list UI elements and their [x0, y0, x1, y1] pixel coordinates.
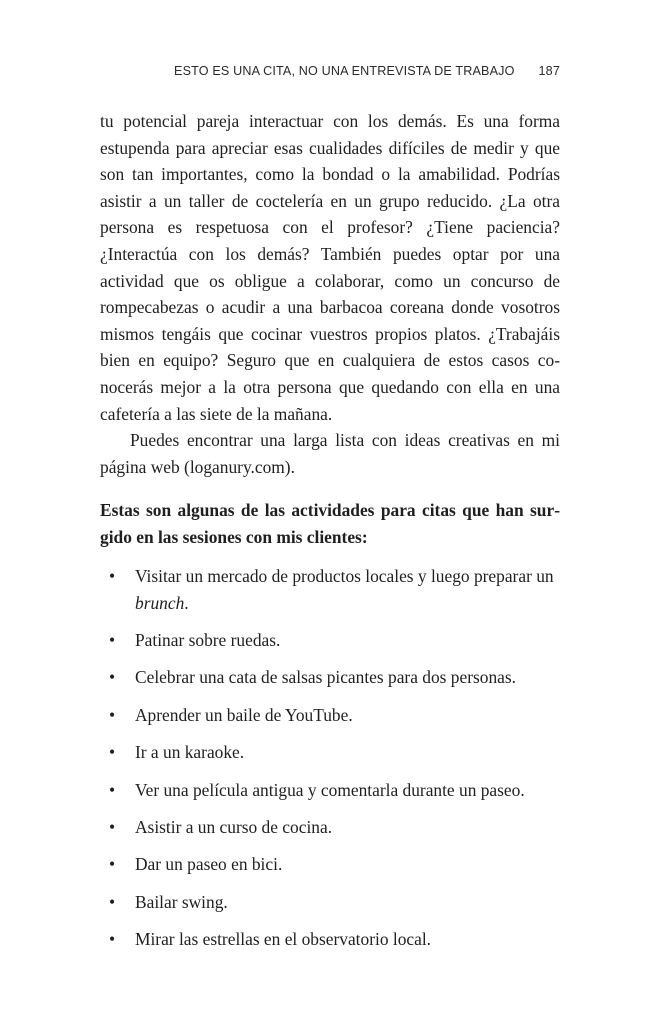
bullet-icon: • [109, 667, 116, 688]
bullet-icon: • [109, 854, 116, 875]
page-number: 187 [538, 64, 560, 78]
bullet-icon: • [109, 816, 116, 837]
list-item [100, 814, 560, 841]
bullet-icon: • [109, 742, 116, 763]
body-text [100, 108, 560, 480]
list-item-text: Patinar sobre ruedas. [135, 629, 281, 650]
list-item-text: Asistir a un curso de cocina. [135, 816, 333, 837]
bullet-icon: • [109, 891, 116, 912]
list-item [100, 563, 560, 616]
bullet-icon: • [109, 779, 116, 800]
list-item-text: Ver una película antigua y comentarla durante un paseo. [135, 779, 525, 800]
list-item [100, 739, 560, 766]
list-item [100, 777, 560, 804]
list-item-text: Mirar las estrellas en el observatorio local. [135, 929, 432, 950]
running-head-title: ESTO ES UNA CITA, NO UNA ENTREVISTA DE TRABAJO [174, 64, 515, 78]
list-item [100, 664, 560, 691]
paragraph: tu potencial pareja interactuar con los demás. Es una forma estupenda para apreciar esas cualidades difíciles de medir y que son tan importantes, como la bondad o la amabilidad. Podrías asistir a un taller de coctelería en un grupo reducido. ¿La otra persona es respetuosa con el profesor? ¿Tiene paciencia? ¿Interactúa con los demás? También puedes optar por una actividad que os obligue a colaborar, como un concurso de rompecabezas o acudir a una barbacoa coreana donde vosotros mismos tengáis que cocinar vuestros propios platos. ¿Trabajáis bien en equipo? Seguro que en cualquiera de estos casos conocerás mejor a la otra persona que quedando con ella en una cafetería a las siete de la mañana. [100, 111, 560, 424]
paragraph: Puedes encontrar una larga lista con ideas creativas en mi página web (loganury.com). [100, 430, 560, 477]
list-item [100, 702, 560, 729]
bullet-icon: • [109, 629, 116, 650]
list-item [100, 627, 560, 654]
bullet-icon: • [109, 929, 116, 950]
list-item-text: Aprender un baile de YouTube. [135, 704, 353, 725]
bullet-icon: • [109, 704, 116, 725]
list-item-text: Dar un paseo en bici. [135, 854, 283, 875]
list-item-emphasis: brunch [135, 592, 185, 613]
list-item [100, 851, 560, 878]
list-item-text: . [184, 592, 189, 613]
bullet-icon: • [109, 566, 116, 586]
list-item-text: Ir a un karaoke. [135, 742, 245, 763]
list-item [100, 926, 560, 953]
list-item-text: Celebrar una cata de salsas picantes para dos personas. [135, 667, 516, 688]
list-item-text: Visitar un mercado de productos locales y luego preparar un [135, 566, 554, 586]
running-head [100, 64, 560, 78]
list-item-text: Bailar swing. [135, 891, 228, 912]
list-item [100, 889, 560, 916]
activity-list [100, 563, 560, 964]
list-heading: Estas son algunas de las actividades para citas que han surgido en las sesiones con mis clientes: [100, 500, 560, 547]
